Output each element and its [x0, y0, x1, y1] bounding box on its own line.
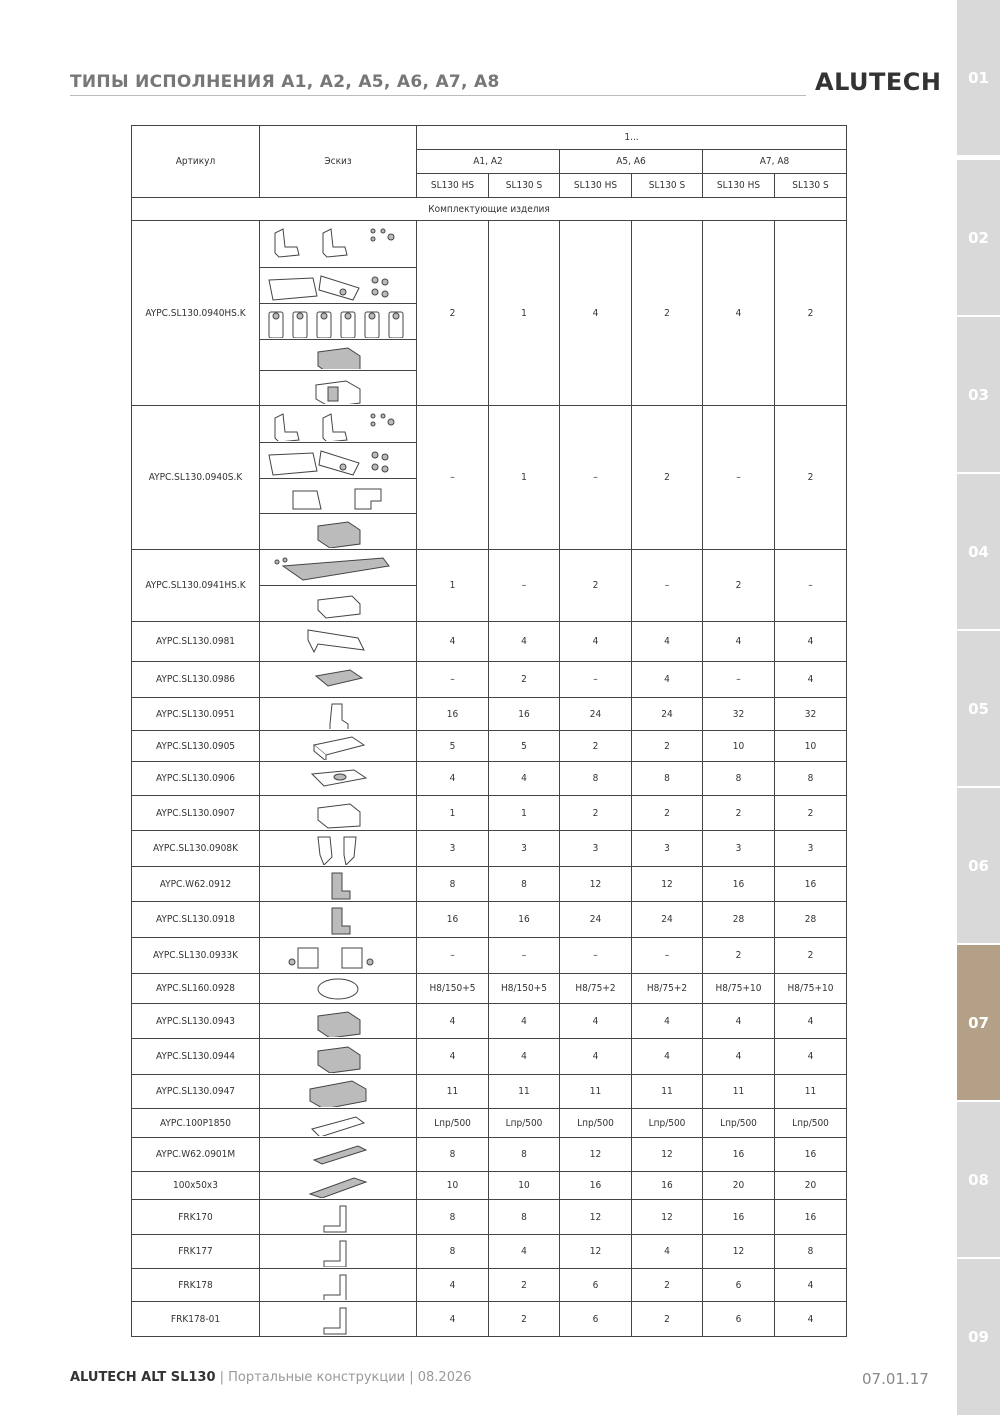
variant-header: SL130 HS [560, 174, 632, 198]
table-row [132, 902, 847, 938]
quantity-cell: 28 [703, 902, 775, 938]
article-cell: AYPC.SL130.0943 [132, 1004, 260, 1039]
flat-plate-icon [263, 1140, 413, 1170]
sketch-header: Эскиз [260, 126, 417, 198]
tab-03[interactable]: 03 [957, 317, 1000, 472]
quantity-cell: 1 [417, 796, 489, 831]
table-row [132, 1200, 847, 1235]
sketch-cell [260, 221, 417, 268]
quantity-cell: 2 [703, 938, 775, 974]
article-cell: FRK178-01 [132, 1302, 260, 1337]
quantity-cell: 4 [560, 221, 632, 406]
quantity-cell: 1 [489, 796, 560, 831]
quantity-cell: 4 [632, 662, 703, 698]
quantity-cell: 2 [417, 221, 489, 406]
sketch-cell [260, 1172, 417, 1200]
quantity-cell: – [703, 662, 775, 698]
table-row [132, 831, 847, 867]
quantity-cell: 4 [417, 622, 489, 662]
page-number: 07.01.17 [862, 1370, 929, 1388]
quantity-cell: 8 [417, 1235, 489, 1269]
table-row [132, 1302, 847, 1337]
quantity-cell: 12 [560, 1138, 632, 1172]
quantity-cell: – [560, 662, 632, 698]
quantity-cell: 11 [775, 1075, 847, 1109]
quantity-cell: 28 [775, 902, 847, 938]
plate-icon [263, 624, 413, 660]
sketch-cell [260, 867, 417, 902]
article-cell: AYPC.SL130.0907 [132, 796, 260, 831]
corner-connector-icon [263, 869, 413, 900]
article-cell: AYPC.SL130.0918 [132, 902, 260, 938]
article-cell: AYPC.SL160.0928 [132, 974, 260, 1004]
quantity-cell: 4 [632, 622, 703, 662]
sketch-cell [260, 586, 417, 622]
quantity-cell: 12 [632, 1138, 703, 1172]
quantity-cell: 4 [560, 1004, 632, 1039]
quantity-cell: 8 [632, 762, 703, 796]
quantity-cell: 24 [560, 698, 632, 731]
clip-pair-icon [263, 940, 413, 972]
sketch-cell [260, 340, 417, 371]
quantity-cell: 2 [560, 796, 632, 831]
quantity-cell: – [560, 406, 632, 550]
quantity-cell: 8 [489, 1200, 560, 1235]
quantity-cell: 5 [417, 731, 489, 762]
l-connector-icon [263, 1271, 413, 1300]
quantity-cell: 2 [775, 938, 847, 974]
quantity-cell: 4 [703, 1039, 775, 1075]
quantity-cell: H8/75+10 [775, 974, 847, 1004]
table-row [132, 1075, 847, 1109]
ribbed-plate-icon [263, 1174, 413, 1198]
footer-info [70, 1370, 472, 1385]
quantity-cell: 2 [775, 796, 847, 831]
sketch-cell [260, 831, 417, 867]
quantity-cell: 4 [775, 662, 847, 698]
quantity-cell: 1 [489, 406, 560, 550]
pad-icon [263, 588, 413, 620]
article-cell: AYPC.SL130.0947 [132, 1075, 260, 1109]
quantity-cell: 2 [703, 550, 775, 622]
quantity-cell: 6 [703, 1269, 775, 1302]
components-table [131, 125, 847, 1337]
stop-block-icon [263, 798, 413, 829]
quantity-cell: 16 [489, 902, 560, 938]
quantity-cell: 3 [417, 831, 489, 867]
quantity-cell: 20 [703, 1172, 775, 1200]
quantity-cell: 4 [632, 1235, 703, 1269]
long-brush-block-icon [263, 1077, 413, 1107]
quantity-cell: 12 [703, 1235, 775, 1269]
quantity-cell: 2 [703, 796, 775, 831]
quantity-cell: 2 [489, 1269, 560, 1302]
quantity-cell: Lпр/500 [489, 1109, 560, 1138]
table-row [132, 221, 847, 268]
sketch-cell [260, 406, 417, 443]
quantity-cell: 16 [417, 902, 489, 938]
sketch-cell [260, 1269, 417, 1302]
quantity-cell: 10 [703, 731, 775, 762]
variant-header: SL130 S [489, 174, 560, 198]
quantity-cell: H8/150+5 [489, 974, 560, 1004]
sketch-cell [260, 698, 417, 731]
quantity-cell: 2 [632, 731, 703, 762]
table-row [132, 1004, 847, 1039]
table-row [132, 662, 847, 698]
quantity-cell: 8 [489, 1138, 560, 1172]
tab-08[interactable]: 08 [957, 1102, 1000, 1257]
quantity-cell: 4 [775, 1039, 847, 1075]
quantity-cell: 4 [489, 762, 560, 796]
end-cap-icon [263, 481, 413, 512]
table-row [132, 867, 847, 902]
tab-05[interactable]: 05 [957, 631, 1000, 786]
sketch-cell [260, 1200, 417, 1235]
quantity-cell: 4 [775, 1302, 847, 1337]
quantity-cell: Lпр/500 [703, 1109, 775, 1138]
article-header: Артикул [132, 126, 260, 198]
brand-logo: ALUTECH [815, 68, 942, 96]
brush-block-icon [263, 1006, 413, 1037]
quantity-cell: – [417, 662, 489, 698]
quantity-cell: 16 [775, 1200, 847, 1235]
sketch-cell [260, 268, 417, 304]
tab-06[interactable]: 06 [957, 788, 1000, 943]
quantity-cell: 4 [775, 622, 847, 662]
quantity-cell: – [703, 406, 775, 550]
sketch-cell [260, 304, 417, 340]
table-row [132, 1138, 847, 1172]
section-tabs [957, 0, 1000, 1415]
quantity-cell: 6 [560, 1302, 632, 1337]
article-cell: 100x50x3 [132, 1172, 260, 1200]
quantity-cell: H8/75+2 [560, 974, 632, 1004]
table-row [132, 762, 847, 796]
sketch-cell [260, 1004, 417, 1039]
profile-insert-icon [263, 1111, 413, 1136]
l-connector-icon [263, 1202, 413, 1233]
quantity-cell: – [775, 550, 847, 622]
article-cell: FRK170 [132, 1200, 260, 1235]
header-divider [70, 95, 806, 96]
quantity-cell: 16 [703, 1200, 775, 1235]
article-cell: AYPC.SL130.0908K [132, 831, 260, 867]
brush-block-icon [263, 1041, 413, 1073]
quantity-cell: 8 [417, 867, 489, 902]
quantity-cell: – [489, 938, 560, 974]
quantity-cell: 1 [417, 550, 489, 622]
quantity-cell: Lпр/500 [560, 1109, 632, 1138]
quantity-cell: 2 [775, 221, 847, 406]
section-header: Комплектующие изделия [132, 198, 847, 221]
sketch-cell [260, 1235, 417, 1269]
quantity-cell: 2 [632, 1269, 703, 1302]
group-header: 1... [417, 126, 847, 150]
quantity-cell: 4 [703, 1004, 775, 1039]
table-row [132, 796, 847, 831]
quantity-cell: 1 [489, 221, 560, 406]
quantity-cell: 4 [775, 1269, 847, 1302]
table-row [132, 406, 847, 443]
article-cell: FRK177 [132, 1235, 260, 1269]
quantity-cell: 16 [560, 1172, 632, 1200]
tab-04[interactable]: 04 [957, 474, 1000, 629]
quantity-cell: – [632, 938, 703, 974]
quantity-cell: 12 [632, 867, 703, 902]
sketch-cell [260, 1109, 417, 1138]
quantity-cell: 2 [560, 731, 632, 762]
quantity-cell: 5 [489, 731, 560, 762]
quantity-cell: 8 [560, 762, 632, 796]
quantity-cell: 16 [775, 1138, 847, 1172]
sketch-cell [260, 902, 417, 938]
quantity-cell: 4 [489, 1004, 560, 1039]
table-row [132, 622, 847, 662]
article-cell: AYPC.SL130.0940HS.K [132, 221, 260, 406]
variant-header: SL130 S [632, 174, 703, 198]
article-cell: AYPC.W62.0901M [132, 1138, 260, 1172]
sketch-cell [260, 550, 417, 586]
quantity-cell: 6 [703, 1302, 775, 1337]
table-row [132, 550, 847, 586]
rail-strip-icon [263, 552, 413, 584]
bracket-pair-icon [263, 408, 413, 441]
quantity-cell: Lпр/500 [775, 1109, 847, 1138]
guide-block-icon [263, 733, 413, 760]
quantity-cell: 3 [775, 831, 847, 867]
roller-set-icon [263, 306, 413, 338]
quantity-cell: 2 [632, 1302, 703, 1337]
table-row [132, 1039, 847, 1075]
page-title: ТИПЫ ИСПОЛНЕНИЯ A1, A2, A5, A6, A7, A8 [70, 72, 500, 92]
quantity-cell: Lпр/500 [417, 1109, 489, 1138]
sketch-cell [260, 762, 417, 796]
tab-02[interactable]: 02 [957, 160, 1000, 315]
l-connector-icon [263, 1237, 413, 1267]
sketch-cell [260, 662, 417, 698]
table-row [132, 731, 847, 762]
quantity-cell: 16 [632, 1172, 703, 1200]
quantity-cell: 8 [775, 1235, 847, 1269]
quantity-cell: 2 [632, 221, 703, 406]
article-cell: AYPC.W62.0912 [132, 867, 260, 902]
quantity-cell: 20 [775, 1172, 847, 1200]
quantity-cell: 2 [775, 406, 847, 550]
quantity-cell: 12 [632, 1200, 703, 1235]
type-header: A1, A2 [417, 150, 560, 174]
quantity-cell: H8/150+5 [417, 974, 489, 1004]
type-header: A7, A8 [703, 150, 847, 174]
sketch-cell [260, 796, 417, 831]
quantity-cell: 3 [560, 831, 632, 867]
quantity-cell: 11 [703, 1075, 775, 1109]
type-header: A5, A6 [560, 150, 703, 174]
quantity-cell: 4 [775, 1004, 847, 1039]
table-row [132, 1235, 847, 1269]
quantity-cell: 2 [632, 406, 703, 550]
quantity-cell: 10 [775, 731, 847, 762]
table-row [132, 1109, 847, 1138]
corner-connector-icon [263, 904, 413, 936]
quantity-cell: 8 [417, 1138, 489, 1172]
article-cell: AYPC.SL130.0944 [132, 1039, 260, 1075]
quantity-cell: 32 [703, 698, 775, 731]
quantity-cell: 8 [489, 867, 560, 902]
quantity-cell: 12 [560, 1200, 632, 1235]
quantity-cell: 32 [775, 698, 847, 731]
tab-07[interactable]: 07 [957, 945, 1000, 1100]
quantity-cell: 4 [489, 622, 560, 662]
sketch-cell [260, 1039, 417, 1075]
quantity-cell: 10 [417, 1172, 489, 1200]
bracket-pair-icon [263, 223, 413, 266]
article-cell: AYPC.100P1850 [132, 1109, 260, 1138]
quantity-cell: H8/75+2 [632, 974, 703, 1004]
sketch-cell [260, 443, 417, 479]
quantity-cell: – [417, 406, 489, 550]
quantity-cell: 12 [560, 867, 632, 902]
sketch-cell [260, 622, 417, 662]
variant-header: SL130 HS [703, 174, 775, 198]
quantity-cell: 4 [703, 622, 775, 662]
quantity-cell: 24 [632, 902, 703, 938]
quantity-cell: 4 [632, 1004, 703, 1039]
quantity-cell: – [489, 550, 560, 622]
table-row [132, 974, 847, 1004]
quantity-cell: 4 [560, 1039, 632, 1075]
quantity-cell: 11 [489, 1075, 560, 1109]
quantity-cell: 8 [703, 762, 775, 796]
quantity-cell: 4 [703, 221, 775, 406]
article-cell: AYPC.SL130.0981 [132, 622, 260, 662]
quantity-cell: 2 [489, 662, 560, 698]
quantity-cell: 24 [632, 698, 703, 731]
slider-block-icon [263, 445, 413, 477]
brush-block-icon [263, 342, 413, 369]
quantity-cell: Lпр/500 [632, 1109, 703, 1138]
sketch-cell [260, 371, 417, 406]
footer-text: | Портальные конструкции | 08.2026 [215, 1370, 472, 1385]
variant-header: SL130 S [775, 174, 847, 198]
variant-header: SL130 HS [417, 174, 489, 198]
quantity-cell: 11 [632, 1075, 703, 1109]
angle-bracket-icon [263, 700, 413, 729]
quantity-cell: 4 [417, 1302, 489, 1337]
article-cell: AYPC.SL130.0905 [132, 731, 260, 762]
quantity-cell: 16 [703, 867, 775, 902]
hook-pair-icon [263, 833, 413, 865]
article-cell: AYPC.SL130.0933K [132, 938, 260, 974]
sketch-cell [260, 938, 417, 974]
quantity-cell: 4 [417, 762, 489, 796]
quantity-cell: 4 [632, 1039, 703, 1075]
article-cell: FRK178 [132, 1269, 260, 1302]
article-cell: AYPC.SL130.0906 [132, 762, 260, 796]
sketch-cell [260, 1138, 417, 1172]
article-cell: AYPC.SL130.0940S.K [132, 406, 260, 550]
table-row [132, 1269, 847, 1302]
quantity-cell: 8 [417, 1200, 489, 1235]
quantity-cell: – [632, 550, 703, 622]
seal-block-icon [263, 373, 413, 404]
quantity-cell: 16 [775, 867, 847, 902]
quantity-cell: 16 [417, 698, 489, 731]
l-connector-icon [263, 1304, 413, 1335]
quantity-cell: 11 [560, 1075, 632, 1109]
quantity-cell: 11 [417, 1075, 489, 1109]
brush-strip-icon [263, 664, 413, 696]
round-hole-block-icon [263, 764, 413, 794]
tab-01[interactable]: 01 [957, 0, 1000, 155]
tab-09[interactable]: 09 [957, 1259, 1000, 1415]
sketch-cell [260, 514, 417, 550]
quantity-cell: 24 [560, 902, 632, 938]
quantity-cell: 3 [489, 831, 560, 867]
quantity-cell: 16 [489, 698, 560, 731]
quantity-cell: 3 [703, 831, 775, 867]
quantity-cell: 2 [632, 796, 703, 831]
quantity-cell: 4 [417, 1004, 489, 1039]
sketch-cell [260, 1075, 417, 1109]
table-row [132, 938, 847, 974]
sketch-cell [260, 731, 417, 762]
article-cell: AYPC.SL130.0951 [132, 698, 260, 731]
quantity-cell: 12 [560, 1235, 632, 1269]
quantity-cell: 3 [632, 831, 703, 867]
table-row [132, 1172, 847, 1200]
quantity-cell: 4 [489, 1039, 560, 1075]
quantity-cell: 4 [489, 1235, 560, 1269]
quantity-cell: 2 [489, 1302, 560, 1337]
article-cell: AYPC.SL130.0941HS.K [132, 550, 260, 622]
quantity-cell: 16 [703, 1138, 775, 1172]
quantity-cell: 4 [417, 1269, 489, 1302]
quantity-cell: 4 [417, 1039, 489, 1075]
table-row [132, 698, 847, 731]
quantity-cell: 8 [775, 762, 847, 796]
disc-cap-icon [263, 976, 413, 1002]
footer-brand: ALUTECH ALT SL130 [70, 1370, 216, 1385]
quantity-cell: 6 [560, 1269, 632, 1302]
sketch-cell [260, 479, 417, 514]
quantity-cell: – [417, 938, 489, 974]
quantity-cell: 2 [560, 550, 632, 622]
quantity-cell: H8/75+10 [703, 974, 775, 1004]
brush-block-icon [263, 516, 413, 548]
sketch-cell [260, 1302, 417, 1337]
quantity-cell: 10 [489, 1172, 560, 1200]
quantity-cell: 4 [560, 622, 632, 662]
article-cell: AYPC.SL130.0986 [132, 662, 260, 698]
slider-block-icon [263, 270, 413, 302]
sketch-cell [260, 974, 417, 1004]
quantity-cell: – [560, 938, 632, 974]
